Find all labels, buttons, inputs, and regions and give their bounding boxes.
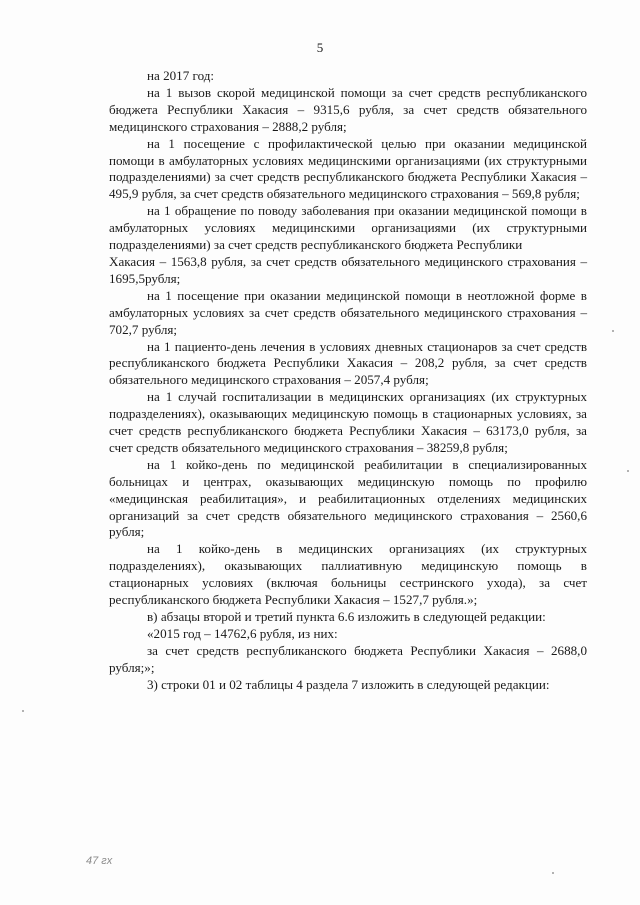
scan-speck [612,330,614,332]
paragraph-amendment-v: в) абзацы второй и третий пункта 6.6 изложить в следующей редакции: [147,609,546,624]
handwritten-mark: 47 гх [86,855,113,867]
paragraph-republic-budget: за счет средств республиканского бюджета Республики Хакасия – 2688,0 рубля;»; [109,642,587,675]
paragraph-urgent-visit: на 1 посещение при оказании медицинской помощи в неотложной форме в амбулаторных условиях за счет средств обязательного медицинского страхования – 702,7 рубля; [109,287,587,337]
scan-speck [627,470,629,472]
document-body [109,68,587,694]
paragraph-disease-appeal: на 1 обращение по поводу заболевания при оказании медицинской помощи в амбулаторных условиях медицинскими организациями (их структурными подразделениями) за счет средств республиканского бюджета Республики [109,203,587,253]
page-number: 5 [316,40,324,55]
scan-speck [22,710,24,712]
paragraph-day-hospital: на 1 пациенто-день лечения в условиях дневных стационаров за счет средств республиканского бюджета Республики Хакасия – 208,2 рубля, за счет средств обязательного медицинского страхования – 2057,4 рубля; [109,338,587,388]
paragraph-rehabilitation: на 1 койко-день по медицинской реабилитации в специализированных больницах и центрах, оказывающих медицинскую помощь по профилю «медицинская реабилитация», и реабилитационных отделениях медицинских организаций за счет средств обязательного медицинского страхования – 2560,6 рубля; [109,456,587,540]
paragraph-2015-year: «2015 год – 14762,6 рубля, из них: [147,625,338,641]
scan-speck [552,872,554,874]
paragraph-hospitalization: на 1 случай госпитализации в медицинских организациях (их структурных подразделениях), оказывающих медицинскую помощь в стационарных условиях, за счет средств республиканского бюджета Республики Хакасия – 63173,0 рубля, за счет средств обязательного медицинского страхования – 38259,8 рубля; [109,389,587,455]
paragraph-ambulance-call: на 1 вызов скорой медицинской помощи за счет средств республиканского бюджета Республики Хакасия – 9315,6 рубля, за счет средств обязательного медицинского страхования – 2888,2 рубля; [109,84,587,134]
paragraph-palliative: на 1 койко-день в медицинских организациях (их структурных подразделениях), оказывающих паллиативную медицинскую помощь в стационарных условиях (включая больницы сестринского ухода), за счет республиканского бюджета Республики Хакасия – 1527,7 рубля.»; [109,541,587,608]
paragraph-disease-appeal-cont: Хакасия – 1563,8 рубля, за счет средств обязательного медицинского страхования – 1695,5рубля; [109,253,587,286]
paragraph-preventive-visit: на 1 посещение с профилактической целью при оказании медицинской помощи в амбулаторных условиях медицинскими организациями (их структурными подразделениями) за счет средств республиканского бюджета Республики Хакасия – 495,9 рубля, за счет средств обязательного медицинского страхования – 569,8 рубля; [109,135,587,202]
paragraph-table-rows: 3) строки 01 и 02 таблицы 4 раздела 7 изложить в следующей редакции: [147,676,550,692]
paragraph-year-heading: на 2017 год: [147,68,215,83]
